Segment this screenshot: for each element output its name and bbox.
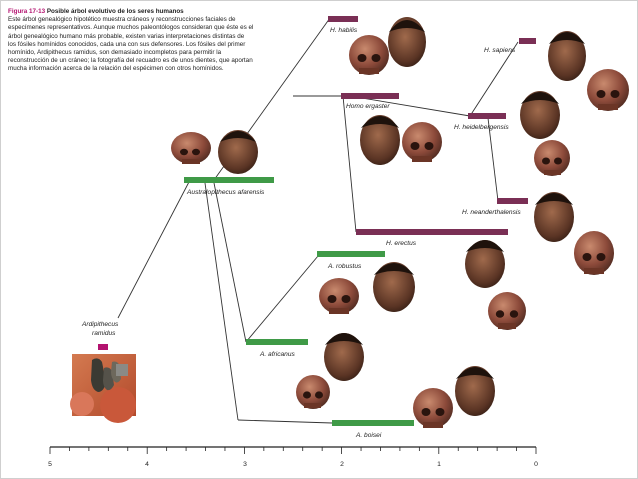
- branch-line: [238, 420, 332, 423]
- tick-label: 2: [340, 461, 344, 468]
- label-h-neanderthalensis: H. neanderthalensis: [462, 209, 521, 216]
- branch-lines: [118, 18, 518, 423]
- figure-number: Figura 17-13: [8, 8, 46, 15]
- bar-australopithecus-afarensis: [184, 177, 274, 183]
- label-h-heidelbergensis: H. heidelbergensis: [454, 124, 509, 131]
- figure-title: Posible árbol evolutivo de los seres humanos: [46, 8, 184, 15]
- skull-sapiens: [587, 69, 629, 111]
- bar-h-erectus: [356, 229, 508, 235]
- skull-homo-ergaster: [402, 122, 442, 162]
- skull-afarensis: [171, 132, 211, 164]
- species-bars: [98, 16, 536, 426]
- label-a-boisei: A. boisei: [356, 432, 382, 439]
- branch-line: [246, 256, 318, 342]
- tick-label: 1: [437, 461, 441, 468]
- face-afarensis: [218, 130, 258, 174]
- label-a-africanus: A. africanus: [260, 351, 295, 358]
- tick-label: 0: [534, 461, 538, 468]
- bar-h-habilis: [328, 16, 358, 22]
- face-sapiens: [548, 31, 586, 81]
- skull-heidelbergensis: [534, 140, 570, 176]
- ardipithecus-teeth-photo: [70, 354, 136, 423]
- branch-line: [118, 180, 190, 318]
- bar-h-sapiens: [519, 38, 536, 44]
- face-homo-ergaster: [360, 115, 400, 165]
- face-heidelbergensis: [520, 91, 560, 139]
- skull-boisei: [413, 388, 453, 428]
- skull-habilis: [349, 35, 389, 75]
- skull-robustus: [319, 278, 359, 314]
- face-habilis: [388, 17, 426, 67]
- bar-a-africanus: [246, 339, 308, 345]
- face-neanderthalensis: [534, 192, 574, 242]
- face-africanus: [324, 333, 364, 381]
- face-robustus: [373, 262, 415, 312]
- bar-ardipithecus-ramidus: [98, 344, 108, 350]
- skull-africanus: [296, 375, 330, 409]
- face-boisei: [455, 366, 495, 416]
- tick-label: 3: [243, 461, 247, 468]
- bar-a-robustus: [317, 251, 385, 257]
- bar-homo-ergaster: [341, 93, 399, 99]
- caption-body: Este árbol genealógico hipotético muestra cráneos y reconstrucciones faciales de especímenes representativos. Aunque muchos paleontólogos consideran que éste es el árbol genealógico humano más probable, existen varias interpretaciones distintas de los fósiles homínidos conocidos, cada una con sus defensores. Los fósiles del primer homínido, Ardipithecus ramidus, son demasiado incompletos para permitir la reconstrucción de un cráneo; la fotografía del recuadro es de unos dientes, que aportan mucha información acerca de la relación del espécimen con otros homínidos.: [8, 16, 254, 73]
- label-homo-ergaster: Homo ergaster: [346, 103, 390, 110]
- label-australopithecus-afarensis: Australopithecus afarensis: [187, 189, 265, 196]
- tick-label: 4: [145, 461, 149, 468]
- axis-minor-ticks: [50, 447, 536, 454]
- bar-h-neanderthalensis: [497, 198, 528, 204]
- bar-h-heidelbergensis: [468, 113, 506, 119]
- label-a-robustus: A. robustus: [328, 263, 362, 270]
- label-ramidus: ramidus: [92, 330, 116, 337]
- label-h-erectus: H. erectus: [386, 240, 417, 247]
- label-h-sapiens: H. sapiens: [484, 47, 516, 54]
- label-ardipithecus: Ardipithecus: [82, 321, 119, 328]
- branch-line: [214, 183, 246, 342]
- tick-label: 5: [48, 461, 52, 468]
- branch-line: [343, 96, 356, 232]
- time-axis: [48, 447, 538, 468]
- skull-erectus: [488, 292, 526, 330]
- bar-a-boisei: [332, 420, 414, 426]
- face-erectus: [465, 240, 505, 288]
- skull-neanderthalensis: [574, 231, 614, 275]
- label-h-habilis: H. habilis: [330, 27, 358, 34]
